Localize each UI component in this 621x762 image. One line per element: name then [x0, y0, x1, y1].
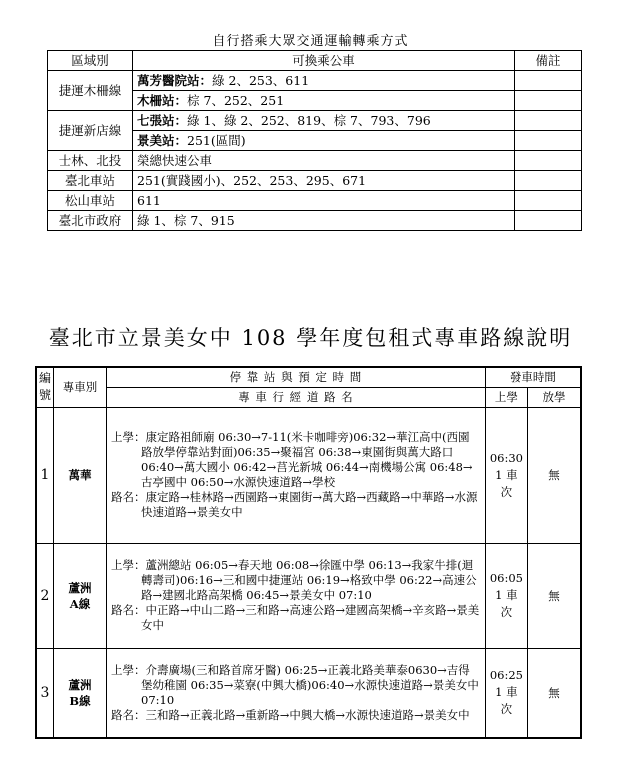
note-cell [515, 211, 582, 231]
afternoon-value: 無 [528, 543, 582, 648]
depart-time [485, 543, 527, 648]
stop-name: 木柵站： [137, 93, 188, 108]
header-stops: 停 靠 站 與 預 定 時 間 [107, 367, 486, 387]
route-name-line1: 蘆洲 [68, 677, 92, 692]
note-cell [515, 131, 582, 151]
area-cell: 臺北車站 [48, 171, 133, 191]
header-note: 備註 [515, 51, 582, 71]
header-afternoon: 放學 [528, 387, 582, 407]
table-row [36, 648, 581, 738]
area-cell: 松山車站 [48, 191, 133, 211]
route-detail [107, 648, 486, 738]
header-road: 專 車 行 經 道 路 名 [107, 387, 486, 407]
afternoon-value: 無 [528, 407, 582, 543]
note-cell [515, 71, 582, 91]
stop-name: 萬芳醫院站： [137, 73, 213, 88]
route-number: 1 [36, 407, 54, 543]
area-cell: 士林、北投 [48, 151, 133, 171]
transit-header-row [48, 51, 582, 71]
trip-count: 1 車次 [495, 588, 518, 619]
transit-table [47, 50, 582, 231]
routes-cell [133, 111, 515, 131]
route-name-line2: B線 [69, 693, 91, 708]
afternoon-value: 無 [528, 648, 582, 738]
note-cell [515, 171, 582, 191]
area-cell: 臺北市政府 [48, 211, 133, 231]
transit-caption: 自行搭乘大眾交通運輸轉乘方式 [212, 34, 409, 49]
routes-cell [133, 91, 515, 111]
route-detail [107, 407, 486, 543]
stop-name: 七張站： [137, 113, 188, 128]
area-cell: 捷運新店線 [48, 111, 133, 151]
routes-cell [133, 131, 515, 151]
routes-cell: 綠 1、棕 7、915 [133, 211, 515, 231]
route-roads: 路名：康定路→桂林路→西園路→東園街→萬大路→西藏路→中華路→水源快速道路→景美女中 [111, 490, 478, 519]
table-row [48, 211, 582, 231]
header-bus: 可換乘公車 [133, 51, 515, 71]
stop-name: 景美站： [137, 133, 188, 148]
note-cell [515, 191, 582, 211]
time-value: 06:05 [489, 571, 523, 585]
routes-header-row [36, 367, 581, 387]
header-morning: 上學 [485, 387, 527, 407]
routes-cell: 榮總快速公車 [133, 151, 515, 171]
header-bus: 專車別 [54, 367, 107, 407]
route-number: 3 [36, 648, 54, 738]
time-value: 06:25 [489, 668, 523, 683]
route-name-line1: 蘆洲 [68, 580, 92, 595]
table-row [36, 543, 581, 648]
route-number: 2 [36, 543, 54, 648]
table-row [48, 171, 582, 191]
route-name [54, 543, 107, 648]
routes-cell: 251(實踐國小)、252、253、295、671 [133, 171, 515, 191]
route-list: 綠 2、253、611 [212, 73, 310, 88]
time-value: 06:30 [489, 450, 523, 465]
route-stops: 上學：康定路祖師廟 06:30→7-11(米卡咖啡旁)06:32→華江高中(西園路放學停靠站對面)06:35→聚福宮 06:38→東園街與萬大路口 06:40→萬大國小 06:42→莒光新城 06:44→南機場公寓 06:48→古亭國中 06:50→水源快速道路→學校 [111, 430, 473, 489]
header-depart: 發車時間 [485, 367, 581, 387]
note-cell [515, 91, 582, 111]
table-row [48, 71, 582, 91]
table-row [48, 111, 582, 131]
route-roads: 路名：中正路→中山二路→三和路→高速公路→建國高架橋→辛亥路→景美女中 [111, 603, 480, 632]
note-cell [515, 151, 582, 171]
header-no: 編號 [36, 367, 54, 407]
note-cell [515, 111, 582, 131]
route-name-line2: A線 [69, 596, 91, 611]
route-roads: 路名：三和路→正義北路→重新路→中興大橋→水源快速道路→景美女中 [111, 707, 470, 722]
route-list: 棕 7、252、251 [187, 93, 285, 108]
routes-table [35, 366, 582, 739]
area-cell: 捷運木柵線 [48, 71, 133, 111]
route-name [54, 648, 107, 738]
route-list: 251(區間) [187, 133, 246, 148]
trip-count: 1 車次 [495, 467, 518, 499]
route-stops: 上學：蘆洲總站 06:05→春天地 06:08→徐匯中學 06:13→我家牛排(迴轉壽司)06:16→三和國中捷運站 06:19→格致中學 06:22→高速公路→建國北路高架橋 06:45→景美女中 07:10 [111, 558, 477, 602]
trip-count: 1 車次 [495, 685, 518, 717]
routes-cell: 611 [133, 191, 515, 211]
route-list: 綠 1、綠 2、252、819、棕 7、793、796 [187, 113, 431, 128]
depart-time [485, 648, 527, 738]
depart-time [485, 407, 527, 543]
header-area: 區域別 [48, 51, 133, 71]
routes-subheader-row [36, 387, 581, 407]
routes-cell [133, 71, 515, 91]
route-name: 萬華 [54, 407, 107, 543]
table-row [36, 407, 581, 543]
page-title: 臺北市立景美女中 108 學年度包租式專車路線說明 [48, 326, 573, 350]
table-row [48, 191, 582, 211]
table-row [48, 151, 582, 171]
route-stops: 上學：介壽廣場(三和路首席牙醫) 06:25→正義北路美華泰0630→吉得堡幼稚園 06:35→菜寮(中興大橋)06:40→水源快速道路→景美女中 07:10 [111, 662, 479, 707]
route-detail [107, 543, 486, 648]
